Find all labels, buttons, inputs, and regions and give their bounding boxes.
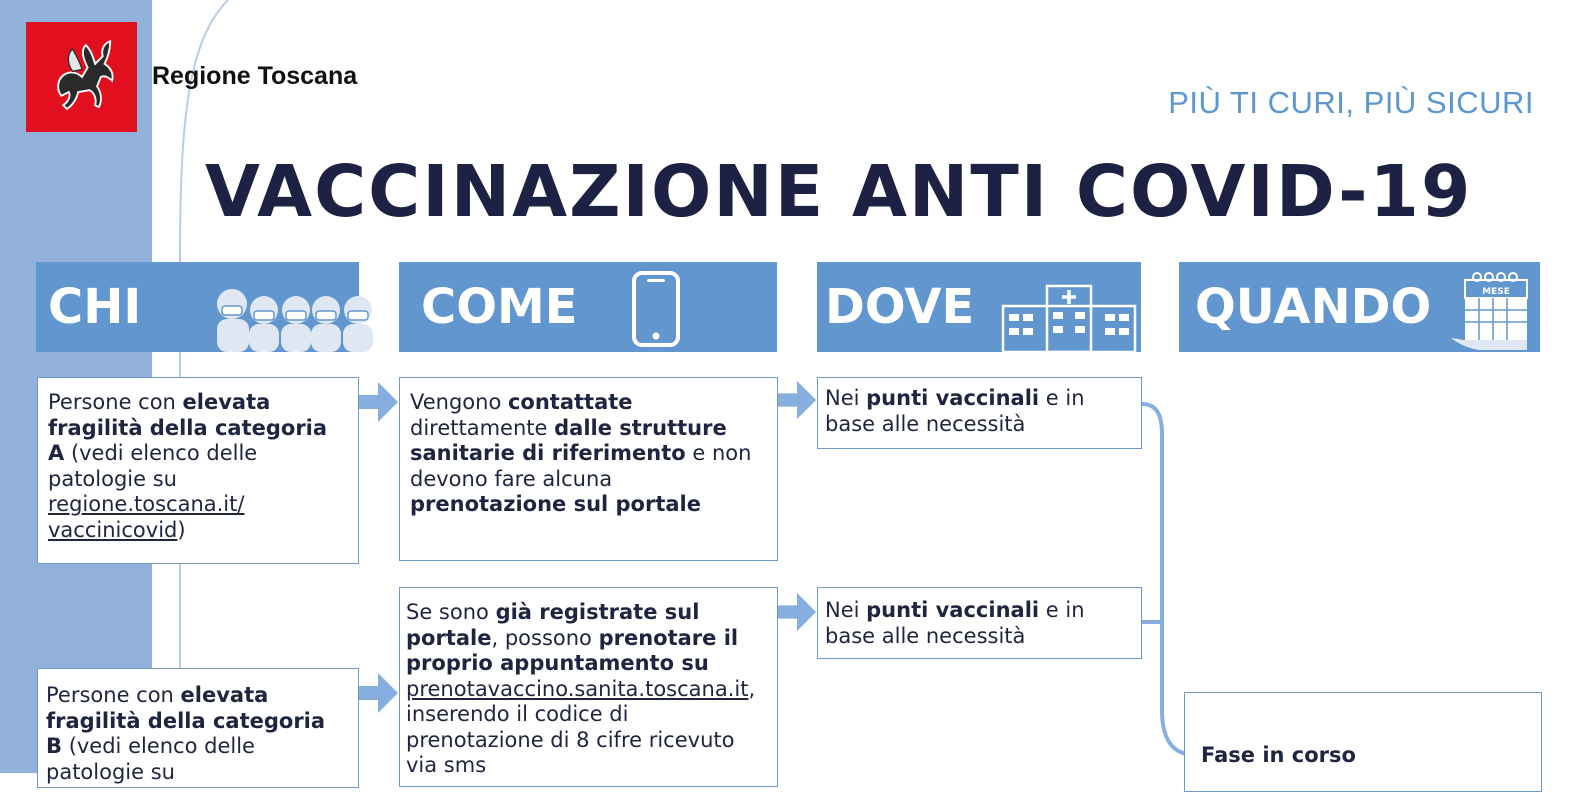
text-segment: , possono [491,625,599,650]
regione-toscana-logo [26,22,137,132]
text-segment: Nei [825,386,867,410]
arrow-right-icon [356,671,400,715]
text-segment: e non devono fare alcuna [410,441,752,491]
calendar-icon [1447,272,1533,352]
text-segment-bold: già registrate sul portale [406,600,700,650]
calendar-month-label: MESE [1482,287,1510,297]
text-segment: e in base alle necessità [825,598,1085,648]
pegasus-logo-icon [35,30,129,124]
text-segment: direttamente [410,415,555,440]
dove-box-category-a [817,377,1142,449]
link-prenotavaccino[interactable]: prenotavaccino.sanita.toscana.it [406,676,749,701]
arrow-right-icon [356,380,400,424]
column-header-label: DOVE [825,279,975,335]
chi-box-category-b [37,668,359,788]
come-box-category-b [399,587,778,787]
hospital-icon [1001,284,1137,352]
arrow-right-icon [776,378,818,422]
people-masked-icon [212,284,380,352]
text-segment: Vengono [410,390,508,414]
column-header-dove [817,262,1141,352]
text-segment: Persone con [46,683,181,707]
text-segment-bold: prenotare il proprio appuntamento su [406,625,739,675]
column-header-label: CHI [48,279,142,335]
chi-box-category-a [37,377,359,564]
dove-box-category-b [817,587,1142,659]
column-header-label: QUANDO [1195,279,1432,335]
quando-box [1184,692,1542,792]
quando-status: Fase in corso [1201,743,1356,767]
text-segment: (vedi elenco delle patologie su [46,734,255,784]
arrow-right-icon [776,590,818,634]
text-segment: (vedi elenco delle patologie su [48,441,258,491]
text-segment: Nei [825,598,867,622]
org-name: Regione Toscana [152,62,358,90]
column-header-label: COME [421,279,578,335]
text-segment: ) [177,517,186,542]
link-regione-toscana[interactable]: regione.toscana.it/ vaccinicovid [48,492,245,542]
text-segment-bold: punti vaccinali [866,598,1040,622]
text-segment-bold: elevata fragilità della categoria B [46,683,326,758]
column-header-quando [1179,262,1540,352]
column-header-chi [36,262,359,352]
text-segment-bold: contattate [507,390,633,414]
slogan: PIÙ TI CURI, PIÙ SICURI [1168,85,1534,120]
column-header-come [399,262,777,352]
text-segment: , inserendo il codice di prenotazione di 8 cifre ricevuto via sms [406,676,756,777]
text-segment: Se sono [406,600,496,624]
text-segment: e in base alle necessità [825,386,1085,436]
page-title: VACCINAZIONE ANTI COVID-19 [205,150,1473,233]
text-segment-bold: prenotazione sul portale [410,492,701,516]
text-segment-bold: punti vaccinali [866,386,1040,410]
smartphone-icon [631,270,681,348]
text-segment-bold: dalle strutture sanitarie di riferimento [410,415,727,465]
text-segment-bold: elevata fragilità della categoria A [48,390,328,465]
come-box-category-a [399,377,778,561]
text-segment: Persone con [48,390,183,414]
